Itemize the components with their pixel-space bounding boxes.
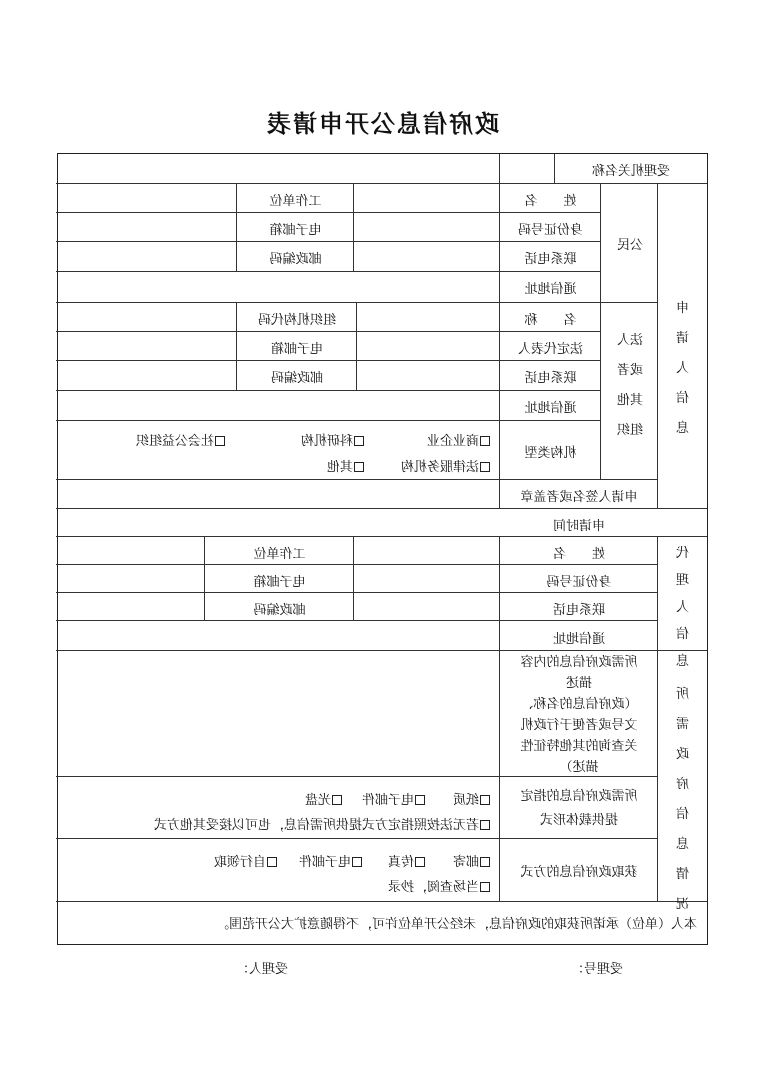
agent-work-unit-label: 工作单位 — [253, 547, 306, 562]
checkbox[interactable] — [415, 795, 425, 805]
agent-postcode-label: 邮政编码 — [253, 603, 306, 618]
citizen-work-unit-label: 工作单位 — [269, 194, 322, 209]
checkbox[interactable] — [354, 436, 364, 446]
checkbox[interactable] — [480, 882, 490, 892]
legal-entity-address-label: 通信地址 — [524, 401, 577, 416]
agent-phone-label: 联系电话 — [553, 603, 606, 618]
org-type-legal-service[interactable]: 法律服务机构 — [401, 456, 490, 475]
org-code-label: 组织机构代码 — [258, 313, 337, 328]
checkbox[interactable] — [267, 857, 277, 867]
checkbox[interactable] — [352, 857, 362, 867]
format-paper[interactable]: 纸质 — [453, 789, 490, 808]
content-label: 所需政府信息的内容 描述 （政府信息的名称、 文号或者便于行政机 关查询的其他特征性 描述） — [520, 655, 638, 775]
checkbox[interactable] — [480, 436, 490, 446]
applicant-section-label: 申 请 人 信 息 — [676, 301, 690, 436]
format-label: 所需政府信息的指定 提供载体形式 — [520, 789, 638, 828]
citizen-email-label: 电子邮箱 — [269, 223, 322, 238]
commitment-statement: 本人（单位）承诺所获取的政府信息，未经公开单位许可，不得随意扩大公开范围。 — [215, 917, 697, 932]
legal-entity-group-label: 法人 或者 其他 组织 — [617, 333, 644, 438]
legal-entity-email-label: 电子邮箱 — [271, 342, 324, 357]
info-section-label: 所 需 政 府 信 息 情 况 — [676, 687, 690, 912]
org-type-other[interactable]: 其他 — [327, 456, 364, 475]
org-type-commercial[interactable]: 商业企业 — [427, 430, 490, 449]
checkbox[interactable] — [480, 795, 490, 805]
org-type-research[interactable]: 科研机构 — [301, 430, 364, 449]
agent-email-label: 电子邮箱 — [253, 575, 306, 590]
citizen-phone-label: 联系电话 — [524, 252, 577, 267]
citizen-postcode-label: 邮政编码 — [269, 252, 322, 267]
checkbox[interactable] — [480, 462, 490, 472]
checkbox[interactable] — [354, 462, 364, 472]
legal-entity-phone-label: 联系电话 — [524, 371, 577, 386]
citizen-group-label: 公民 — [617, 238, 644, 253]
handler-label: 受理人： — [235, 962, 288, 977]
receipt-number-label: 受理号： — [570, 962, 623, 977]
checkbox[interactable] — [480, 857, 490, 867]
citizen-id-label: 身份证号码 — [518, 223, 584, 238]
method-email[interactable]: 电子邮件 — [299, 851, 362, 870]
agent-name-label: 姓 名 — [553, 547, 606, 562]
format-fallback[interactable]: 若无法按照指定方式提供所需信息，也可以接受其他方式 — [154, 814, 490, 833]
method-label: 获取政府信息的方式 — [520, 865, 638, 880]
checkbox[interactable] — [332, 795, 342, 805]
legal-entity-name-label: 名 称 — [524, 313, 577, 328]
checkbox[interactable] — [215, 436, 225, 446]
method-fax[interactable]: 传真 — [388, 851, 425, 870]
citizen-name-label: 姓 名 — [524, 194, 577, 209]
signature-label: 申请人签名或者盖章 — [520, 490, 638, 505]
method-onsite-view[interactable]: 当场查阅，抄录 — [388, 876, 490, 895]
legal-rep-label: 法定代表人 — [518, 342, 584, 357]
checkbox[interactable] — [415, 857, 425, 867]
legal-entity-postcode-label: 邮政编码 — [271, 371, 324, 386]
org-type-public-welfare[interactable]: 社会公益组织 — [136, 430, 225, 449]
receiving-agency-label: 受理机关名称 — [592, 164, 671, 179]
agent-section-label: 代 理 人 信 息 — [676, 546, 690, 669]
format-disc[interactable]: 光盘 — [305, 789, 342, 808]
method-self-pickup[interactable]: 自行领取 — [214, 851, 277, 870]
checkbox[interactable] — [480, 820, 490, 830]
agent-address-label: 通信地址 — [553, 632, 606, 647]
method-mail[interactable]: 邮寄 — [453, 851, 490, 870]
format-email[interactable]: 电子邮件 — [362, 789, 425, 808]
citizen-address-label: 通信地址 — [524, 282, 577, 297]
agent-id-label: 身份证号码 — [546, 575, 612, 590]
apply-time-label: 申请时间 — [553, 519, 606, 534]
application-form — [57, 153, 708, 945]
org-type-label: 机构类型 — [524, 446, 577, 461]
form-title: 政府信息公开申请表 — [265, 109, 499, 138]
